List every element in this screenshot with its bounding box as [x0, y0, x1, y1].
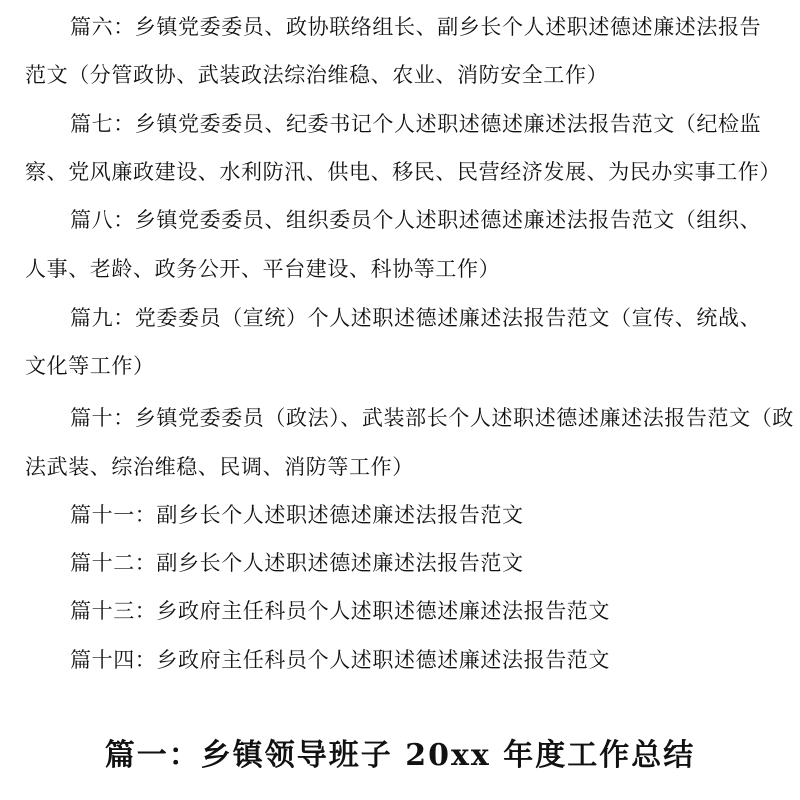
toc-entry-10-line-2: 法武装、综治维稳、民调、消防等工作） [25, 455, 414, 479]
section-title: 篇一：乡镇领导班子 20xx 年度工作总结 [104, 738, 696, 773]
toc-entry-14: 篇十四：乡政府主任科员个人述职述德述廉述法报告范文 [70, 648, 610, 672]
toc-entry-13: 篇十三：乡政府主任科员个人述职述德述廉述法报告范文 [70, 599, 610, 623]
toc-entry-8-line-2: 人事、老龄、政务公开、平台建设、科协等工作） [25, 257, 501, 281]
toc-entry-12: 篇十二：副乡长个人述职述德述廉述法报告范文 [70, 551, 524, 575]
toc-entry-7-line-1: 篇七：乡镇党委委员、纪委书记个人述职述德述廉述法报告范文（纪检监 [70, 112, 762, 136]
toc-entry-7-line-2: 察、党风廉政建设、水利防汛、供电、移民、民营经济发展、为民办实事工作） [25, 160, 781, 184]
toc-entry-6-line-1: 篇六：乡镇党委委员、政协联络组长、副乡长个人述职述德述廉述法报告 [70, 15, 762, 39]
toc-entry-10-line-1: 篇十：乡镇党委委员（政法）、武装部长个人述职述德述廉述法报告范文（政 [70, 406, 794, 430]
toc-entry-9-line-1: 篇九：党委委员（宣统）个人述职述德述廉述法报告范文（宣传、统战、 [70, 306, 762, 330]
toc-entry-11: 篇十一：副乡长个人述职述德述廉述法报告范文 [70, 503, 524, 527]
toc-entry-9-line-2: 文化等工作） [25, 354, 155, 378]
toc-entry-8-line-1: 篇八：乡镇党委委员、组织委员个人述职述德述廉述法报告范文（组织、 [70, 208, 762, 232]
toc-entry-6-line-2: 范文（分管政协、武装政法综治维稳、农业、消防安全工作） [25, 63, 609, 87]
